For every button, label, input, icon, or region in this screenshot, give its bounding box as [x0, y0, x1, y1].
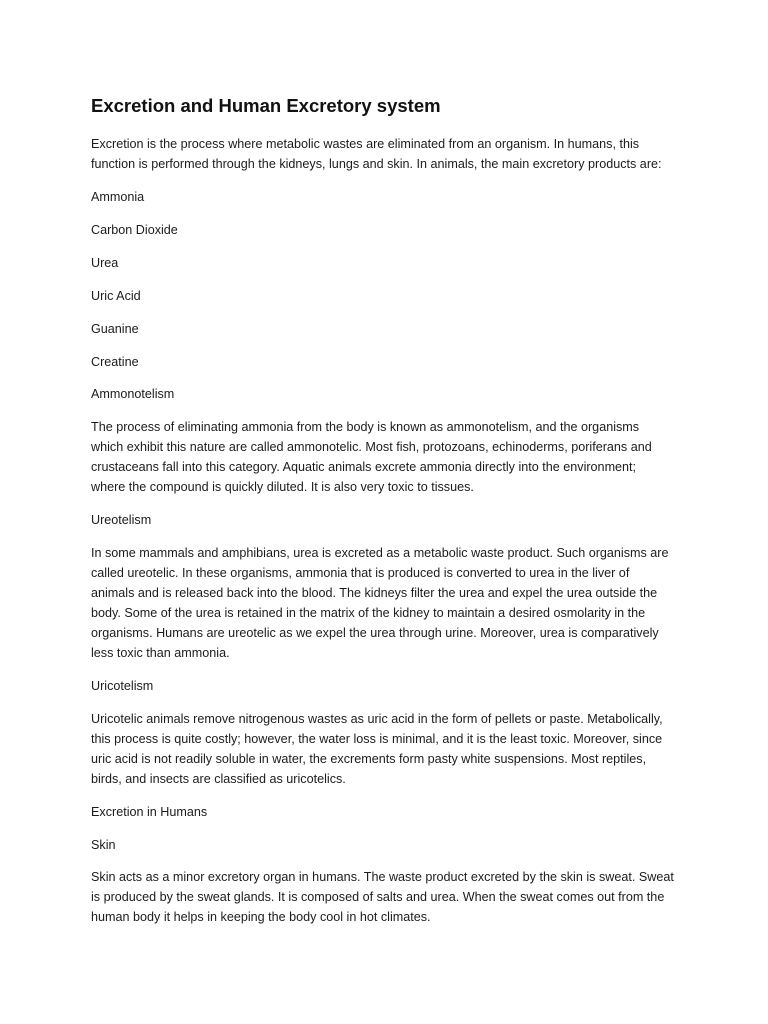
- paragraph-line: animals and is released back into the blood. The kidneys filter the urea and expel the urea outside the: [91, 586, 658, 600]
- product-item-guanine: Guanine: [91, 322, 139, 336]
- paragraph-line: crustaceans fall into this category. Aquatic animals excrete ammonia directly into the environment;: [91, 460, 637, 474]
- section-heading-excretion-in-humans: Excretion in Humans: [91, 805, 208, 819]
- intro-line: function is performed through the kidneys, lungs and skin. In animals, the main excretory products are:: [91, 157, 662, 171]
- product-item-carbon-dioxide: Carbon Dioxide: [91, 223, 178, 237]
- paragraph-line: In some mammals and amphibians, urea is excreted as a metabolic waste product. Such organisms are: [91, 546, 669, 560]
- paragraph-line: Uricotelic animals remove nitrogenous wastes as uric acid in the form of pellets or paste. Metabolically,: [91, 712, 663, 726]
- paragraph-line: Skin acts as a minor excretory organ in humans. The waste product excreted by the skin is sweat. Sweat: [91, 870, 674, 884]
- section-heading-skin: Skin: [91, 838, 116, 852]
- intro-paragraph: [91, 134, 677, 174]
- paragraph-line: uric acid is not readily soluble in water, the excrements form pasty white suspensions. Most reptiles,: [91, 752, 647, 766]
- product-item-urea: Urea: [91, 256, 119, 270]
- document-title: Excretion and Human Excretory system: [91, 95, 441, 116]
- ammonotelism-paragraph: [91, 417, 677, 497]
- product-item-uric-acid: Uric Acid: [91, 289, 141, 303]
- paragraph-line: called ureotelic. In these organisms, ammonia that is produced is converted to urea in the liver of: [91, 566, 630, 580]
- product-item-creatine: Creatine: [91, 355, 139, 369]
- ureotelism-paragraph: [91, 543, 677, 663]
- section-heading-ammonotelism: Ammonotelism: [91, 387, 175, 401]
- paragraph-line: where the compound is quickly diluted. It is also very toxic to tissues.: [91, 480, 474, 494]
- skin-paragraph: [91, 867, 677, 927]
- product-item-ammonia: Ammonia: [91, 190, 145, 204]
- intro-line: Excretion is the process where metabolic wastes are eliminated from an organism. In humans, this: [91, 137, 640, 151]
- paragraph-line: body. Some of the urea is retained in the matrix of the kidney to maintain a desired osmolarity in the: [91, 606, 646, 620]
- paragraph-line: human body it helps in keeping the body cool in hot climates.: [91, 910, 431, 924]
- paragraph-line: which exhibit this nature are called ammonotelic. Most fish, protozoans, echinoderms, poriferans and: [91, 440, 652, 454]
- paragraph-line: this process is quite costly; however, the water loss is minimal, and it is the least toxic. Moreover, since: [91, 732, 663, 746]
- paragraph-line: is produced by the sweat glands. It is composed of salts and urea. When the sweat comes out from the: [91, 890, 665, 904]
- paragraph-line: less toxic than ammonia.: [91, 646, 230, 660]
- section-heading-ureotelism: Ureotelism: [91, 513, 152, 527]
- paragraph-line: organisms. Humans are ureotelic as we expel the urea through urine. Moreover, urea is comparatively: [91, 626, 659, 640]
- paragraph-line: The process of eliminating ammonia from the body is known as ammonotelism, and the organisms: [91, 420, 640, 434]
- section-heading-uricotelism: Uricotelism: [91, 679, 154, 693]
- paragraph-line: birds, and insects are classified as uricotelics.: [91, 772, 346, 786]
- uricotelism-paragraph: [91, 709, 677, 789]
